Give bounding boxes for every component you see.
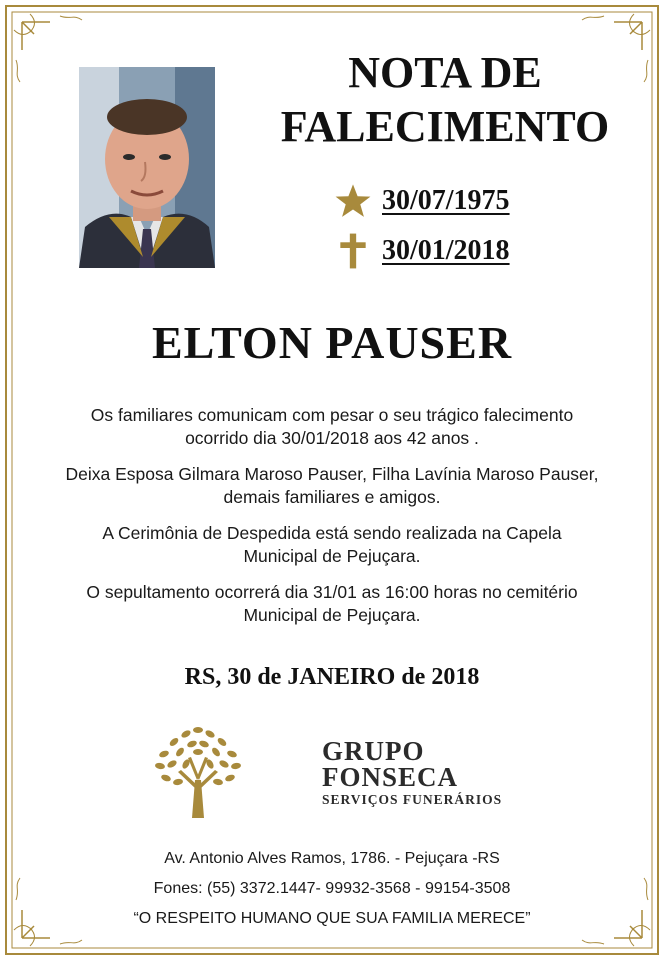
company-name-line-2: FONSECA <box>322 762 459 792</box>
announcement-line: ocorrido dia 30/01/2018 aos 42 anos . <box>185 428 479 448</box>
birth-date: 30/07/1975 <box>382 185 510 216</box>
title-line-1: NOTA DE <box>348 48 542 97</box>
announcement-line: Os familiares comunicam com pesar o seu trágico falecimento <box>90 405 574 425</box>
ceremony-line: Municipal de Pejuçara. <box>243 546 421 566</box>
place-date: RS, 30 de JANEIRO de 2018 <box>184 664 480 690</box>
company-tagline: SERVIÇOS FUNERÁRIOS <box>322 792 503 807</box>
title-line-2: FALECIMENTO <box>280 102 610 151</box>
death-date: 30/01/2018 <box>382 235 510 266</box>
company-brand <box>322 738 502 808</box>
paragraph-ceremony <box>30 522 634 568</box>
paragraph-announcement <box>30 404 634 450</box>
portrait-photo <box>79 67 215 268</box>
ceremony-line: A Cerimônia de Despedida está sendo realizada na Capela <box>102 523 562 543</box>
paragraph-family <box>30 463 634 509</box>
burial-line: Municipal de Pejuçara. <box>243 605 421 625</box>
cross-icon <box>334 232 372 270</box>
company-address: Av. Antonio Alves Ramos, 1786. - Pejuçara -RS <box>164 850 500 867</box>
death-date-row <box>334 232 510 270</box>
paragraph-burial <box>30 581 634 627</box>
family-line: Deixa Esposa Gilmara Maroso Pauser, Filha Lavínia Maroso Pauser, <box>65 464 599 484</box>
star-icon <box>334 182 372 220</box>
page-title <box>230 46 660 154</box>
company-phones: Fones: (55) 3372.1447- 99932-3568 - 99154-3508 <box>153 880 511 897</box>
deceased-name: ELTON PAUSER <box>151 317 513 368</box>
company-name-line-1: GRUPO <box>322 736 425 766</box>
tree-logo-icon <box>148 720 248 820</box>
birth-date-row <box>334 182 510 220</box>
family-line: demais familiares e amigos. <box>223 487 441 507</box>
burial-line: O sepultamento ocorrerá dia 31/01 as 16:00 horas no cemitério <box>86 582 578 602</box>
company-slogan: “O RESPEITO HUMANO QUE SUA FAMILIA MERECE” <box>133 910 531 927</box>
